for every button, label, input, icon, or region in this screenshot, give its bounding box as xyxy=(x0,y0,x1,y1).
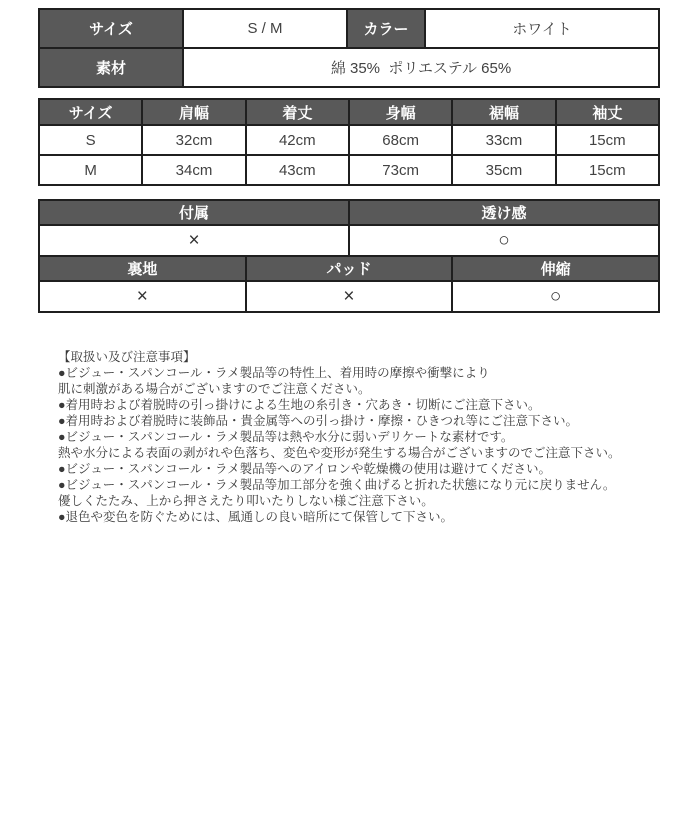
table-row xyxy=(39,281,659,312)
size-chart-header: 袖丈 xyxy=(556,99,659,125)
table-row xyxy=(39,48,659,87)
size-chart-header-row xyxy=(39,99,659,125)
feature-table xyxy=(38,199,660,313)
feature-header-row xyxy=(39,256,659,281)
note-line: ●着用時および着脱時に装飾品・貴金属等への引っ掛け・摩擦・ひきつれ等にご注意下さい。 xyxy=(58,414,579,428)
measurement-cell: 43cm xyxy=(246,155,349,185)
measurement-cell: 42cm xyxy=(246,125,349,155)
sheerness-mark-cell: ○ xyxy=(349,225,659,256)
size-chart-header: サイズ xyxy=(39,99,142,125)
note-line: ●ビジュー・スパンコール・ラメ製品等の特性上、着用時の摩擦や衝撃により xyxy=(58,366,490,380)
color-value-cell: ホワイト xyxy=(425,9,659,48)
measurement-cell: 15cm xyxy=(556,125,659,155)
note-line: ●ビジュー・スパンコール・ラメ製品等加工部分を強く曲げると折れた状態になり元に戻りません。 xyxy=(58,478,616,492)
note-line: 熱や水分による表面の剥がれや色落ち、変色や変形が発生する場合がございますのでご注意下さい。 xyxy=(58,446,621,460)
note-line: ●ビジュー・スパンコール・ラメ製品等へのアイロンや乾燥機の使用は避けてください。 xyxy=(58,462,552,476)
measurement-cell: 34cm xyxy=(142,155,245,185)
pad-label-cell: パッド xyxy=(246,256,453,281)
note-line: ●着用時および着脱時の引っ掛けによる生地の糸引き・穴あき・切断にご注意下さい。 xyxy=(58,398,541,412)
care-notes-section xyxy=(58,349,643,525)
size-chart-header: 裾幅 xyxy=(452,99,555,125)
material-value-cell: 綿 35% ポリエステル 65% xyxy=(183,48,659,87)
size-chart-header: 肩幅 xyxy=(142,99,245,125)
size-value-cell: S / M xyxy=(183,9,347,48)
material-label-cell: 素材 xyxy=(39,48,183,87)
accessory-label-cell: 付属 xyxy=(39,200,349,225)
accessory-mark-cell: × xyxy=(39,225,349,256)
table-row xyxy=(39,225,659,256)
size-chart-table xyxy=(38,98,660,186)
measurement-cell: 33cm xyxy=(452,125,555,155)
size-name-cell: S xyxy=(39,125,142,155)
note-line: 優しくたたみ、上から押さえたり叩いたりしない様ご注意下さい。 xyxy=(58,494,434,508)
measurement-cell: 32cm xyxy=(142,125,245,155)
size-label-cell: サイズ xyxy=(39,9,183,48)
feature-header-row xyxy=(39,200,659,225)
color-label-cell: カラー xyxy=(347,9,425,48)
note-line: ●退色や変色を防ぐためには、風通しの良い暗所にて保管して下さい。 xyxy=(58,510,454,524)
table-row xyxy=(39,125,659,155)
size-name-cell: M xyxy=(39,155,142,185)
lining-label-cell: 裏地 xyxy=(39,256,246,281)
table-row xyxy=(39,9,659,48)
note-line: 肌に刺激がある場合がございますのでご注意ください。 xyxy=(58,382,371,396)
sheerness-label-cell: 透け感 xyxy=(349,200,659,225)
measurement-cell: 15cm xyxy=(556,155,659,185)
measurement-cell: 73cm xyxy=(349,155,452,185)
stretch-label-cell: 伸縮 xyxy=(452,256,659,281)
pad-mark-cell: × xyxy=(246,281,453,312)
stretch-mark-cell: ○ xyxy=(452,281,659,312)
note-line: ●ビジュー・スパンコール・ラメ製品等は熱や水分に弱いデリケートな素材です。 xyxy=(58,430,514,444)
size-chart-header: 着丈 xyxy=(246,99,349,125)
measurement-cell: 35cm xyxy=(452,155,555,185)
table-row xyxy=(39,155,659,185)
size-chart-header: 身幅 xyxy=(349,99,452,125)
measurement-cell: 68cm xyxy=(349,125,452,155)
care-notes-title: 【取扱い及び注意事項】 xyxy=(58,350,196,364)
spec-table xyxy=(38,8,660,88)
lining-mark-cell: × xyxy=(39,281,246,312)
